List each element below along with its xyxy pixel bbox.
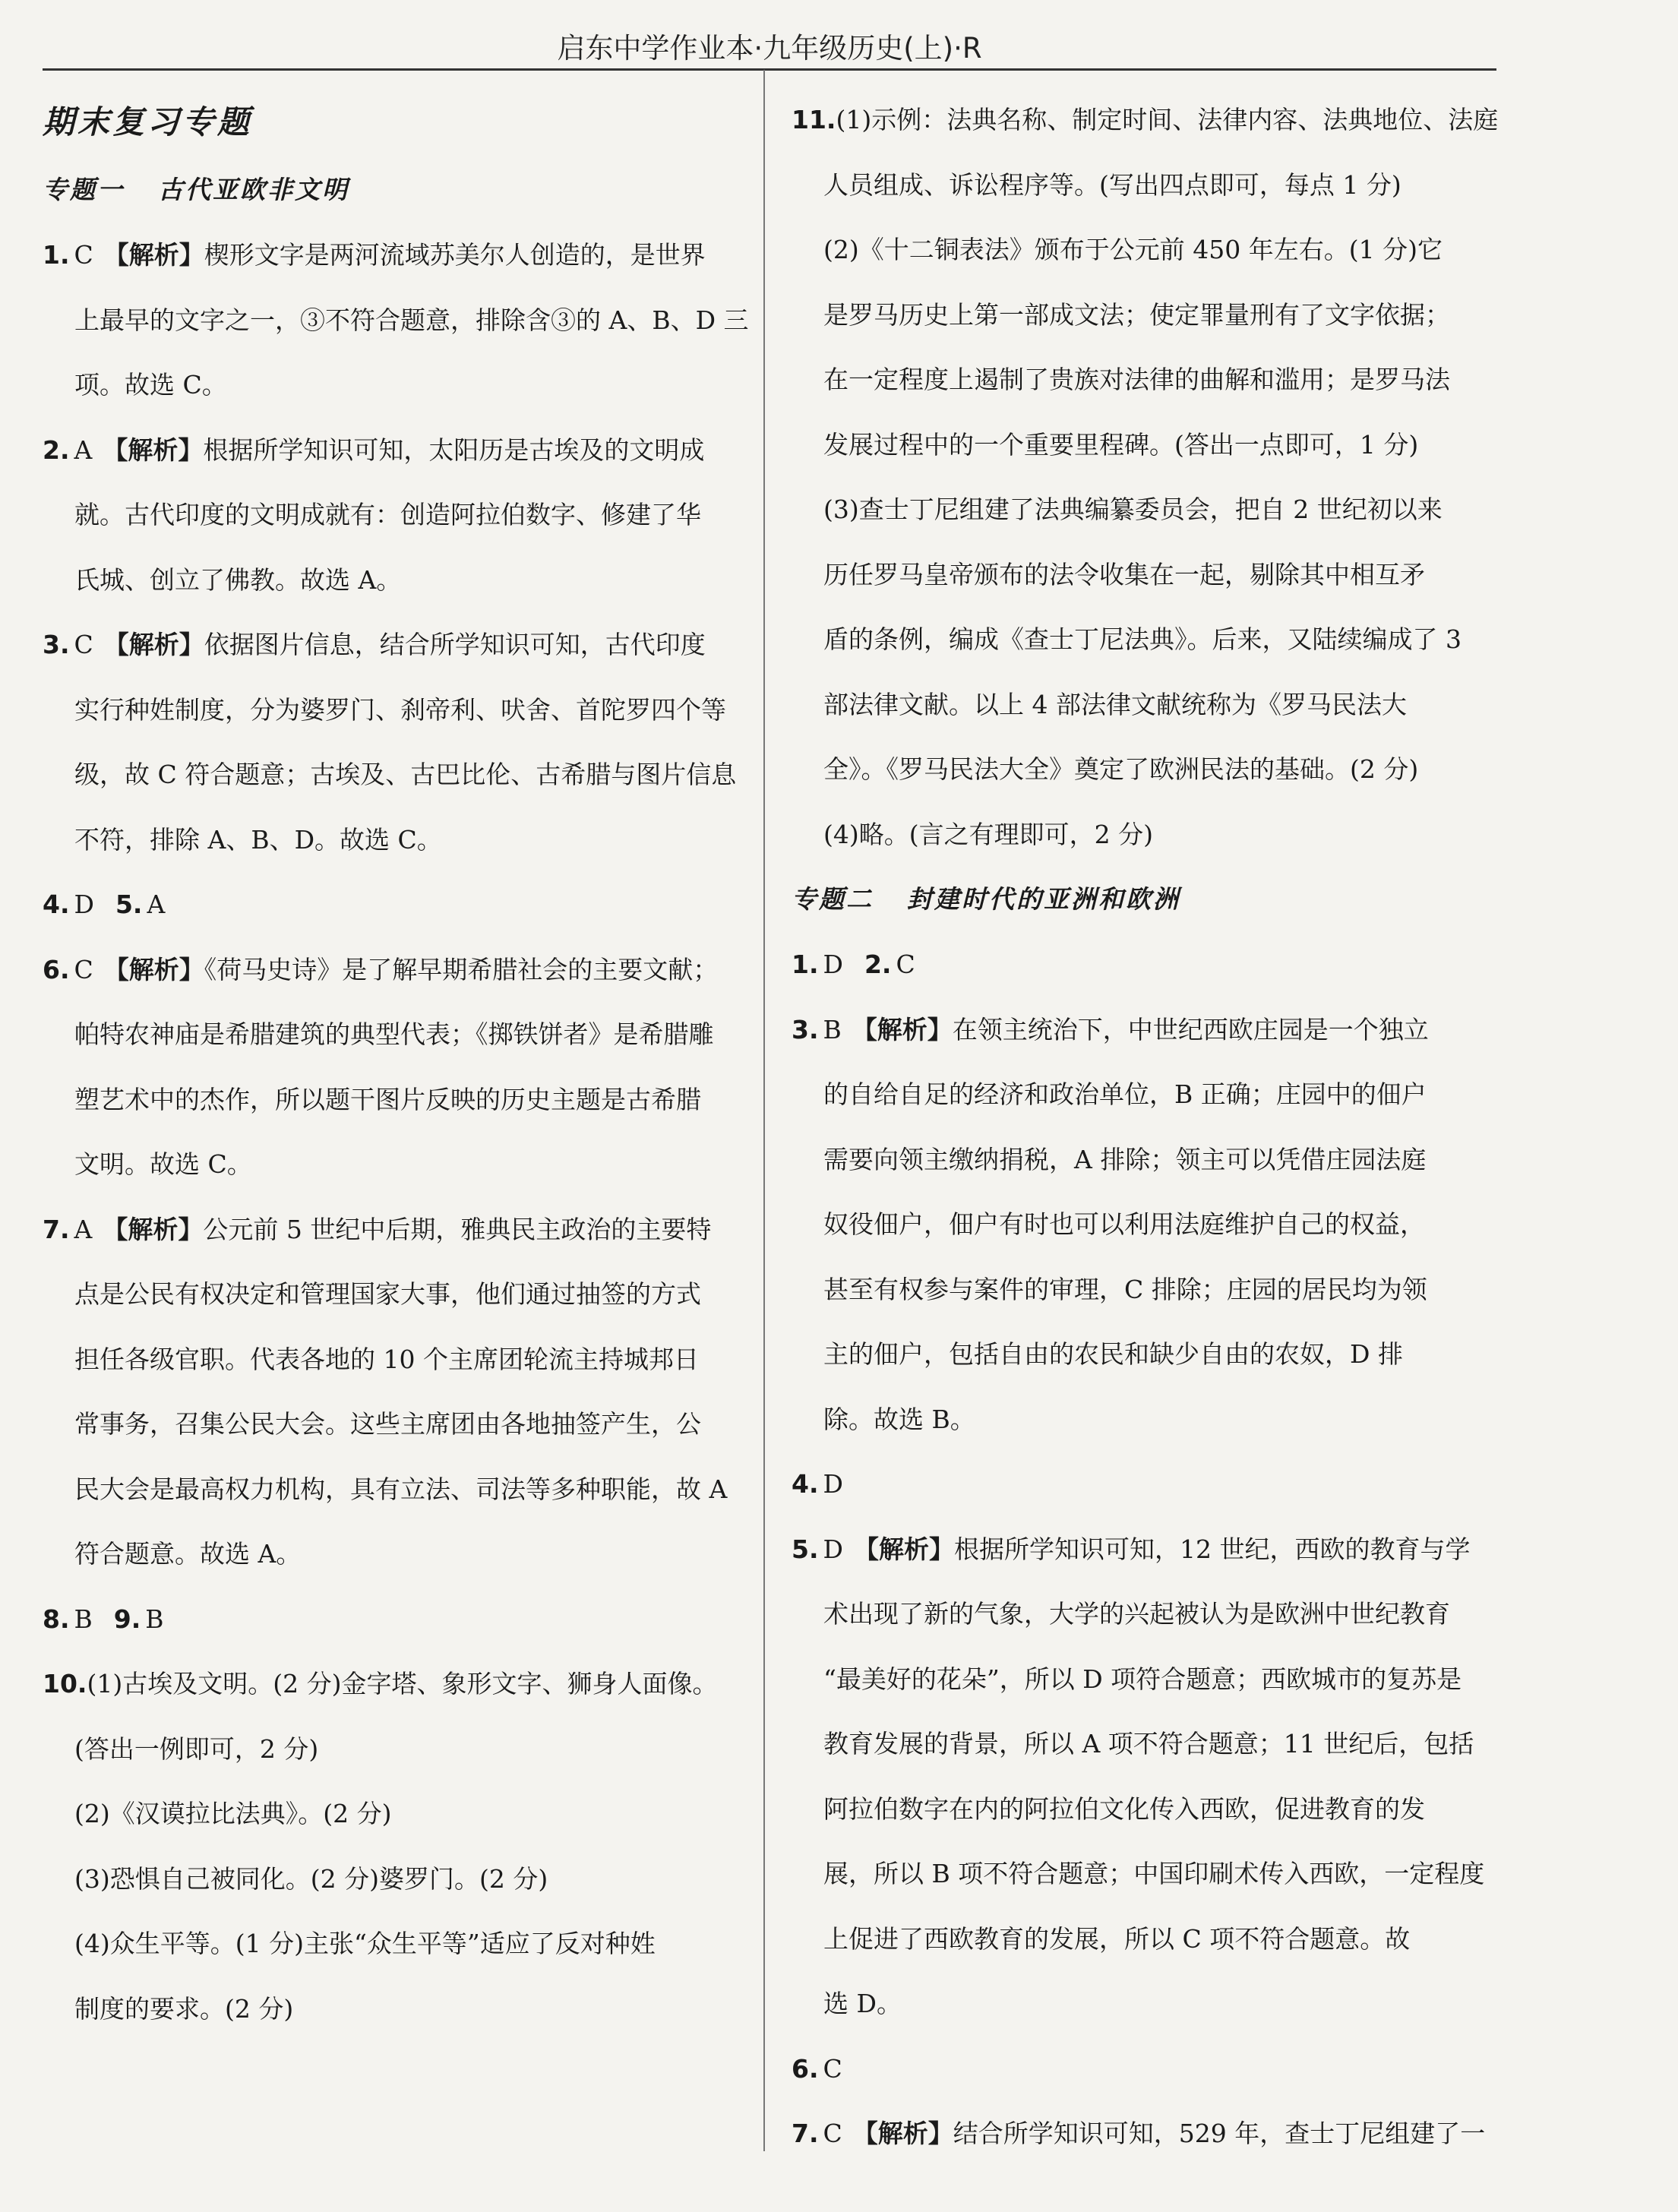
analysis-text: 常事务，召集公民大会。这些主席团由各地抽签产生，公: [74, 1409, 701, 1439]
question-number: 6.: [43, 954, 70, 984]
question-7: [792, 2101, 1517, 2166]
question-10: [43, 1651, 749, 1717]
left-column: [43, 87, 749, 2041]
answer-choice: B: [74, 1604, 93, 1634]
question-number: 2.: [43, 434, 70, 465]
analysis-text: 上促进了西欧教育的发展，所以 C 项不符合题意。故: [823, 1923, 1411, 1954]
question-number: 1.: [792, 950, 819, 979]
question-7: [43, 1197, 749, 1262]
analysis-tag: 【解析】: [103, 630, 204, 659]
answer-text: 人员组成、诉讼程序等。(写出四点即可，每点 1 分): [823, 169, 1401, 200]
answer-text: (2)《汉谟拉比法典》。(2 分): [74, 1799, 392, 1828]
analysis-tag: 【解析】: [103, 240, 204, 270]
right-column: [792, 87, 1517, 2166]
answer-choice: D: [74, 890, 94, 919]
answer-text: (1)示例：法典名称、制定时间、法律内容、法典地位、法庭: [836, 105, 1499, 134]
page-header: 启东中学作业本·九年级历史(上)·R: [557, 32, 982, 65]
analysis-text: 《荷马史诗》是了解早期希腊社会的主要文献；: [204, 954, 719, 984]
answer-text: (答出一例即可，2 分): [74, 1733, 319, 1764]
column-divider: [763, 70, 765, 2151]
answer-text: 发展过程中的一个重要里程碑。(答出一点即可，1 分): [823, 429, 1419, 460]
analysis-tag: 【解析】: [853, 1534, 954, 1564]
question-number: 1.: [43, 240, 70, 270]
question-number: 11.: [792, 105, 836, 134]
answer-choice: C: [74, 240, 93, 270]
question-number: 7.: [792, 2119, 819, 2148]
analysis-text: 展，所以 B 项不符合题意；中国印刷术传入西欧，一定程度: [823, 1859, 1485, 1888]
analysis-text: 奴役佃户，佃户有时也可以利用法庭维护自己的权益，: [823, 1209, 1425, 1239]
answer-choice: A: [147, 890, 166, 919]
analysis-text: 塑艺术中的杰作，所以题干图片反映的历史主题是古希腊: [74, 1084, 701, 1114]
answer-choice: C: [74, 954, 93, 984]
analysis-text: 项。故选 C。: [74, 370, 227, 400]
question-number: 4.: [792, 1469, 819, 1499]
question-number: 5.: [115, 890, 143, 919]
answer-choice: D: [823, 1469, 843, 1499]
answer-text: (4)众生平等。(1 分)主张“众生平等”适应了反对种姓: [74, 1929, 656, 1958]
answer-text: (3)恐惧自己被同化。(2 分)婆罗门。(2 分): [74, 1863, 548, 1894]
analysis-tag: 【解析】: [103, 434, 204, 465]
answer-choice: B: [145, 1604, 164, 1634]
question-number: 4.: [43, 890, 70, 919]
question-4-5: [43, 872, 749, 937]
question-number: 2.: [864, 950, 892, 979]
analysis-text: 不符，排除 A、B、D。故选 C。: [74, 824, 442, 855]
analysis-text: 就。古代印度的文明成就有：创造阿拉伯数字、修建了华: [74, 500, 701, 529]
section-title: 期末复习专题: [43, 103, 253, 141]
question-2: [43, 418, 749, 483]
topic-2-label: 专题二: [792, 884, 874, 914]
analysis-tag: 【解析】: [852, 2119, 953, 2148]
analysis-text: 结合所学知识可知，529 年，查士丁尼组建了一: [953, 2119, 1486, 2148]
question-number: 7.: [43, 1214, 70, 1244]
analysis-text: 依据图片信息，结合所学知识可知，古代印度: [204, 630, 706, 659]
question-3: [792, 997, 1517, 1063]
question-4: [792, 1452, 1517, 1517]
question-11: [792, 87, 1517, 153]
analysis-text: 文明。故选 C。: [74, 1149, 252, 1179]
analysis-text: 民大会是最高权力机构，具有立法、司法等多种职能，故 A: [74, 1474, 728, 1504]
analysis-text: 楔形文字是两河流域苏美尔人创造的，是世界: [204, 240, 706, 270]
analysis-text: 根据所学知识可知，12 世纪，西欧的教育与学: [953, 1534, 1471, 1564]
question-number: 10.: [43, 1669, 87, 1698]
answer-choice: B: [823, 1014, 842, 1044]
question-1-2: [792, 932, 1517, 997]
answer-choice: C: [823, 2053, 842, 2084]
question-1: [43, 223, 749, 288]
answer-text: 部法律文献。以上 4 部法律文献统称为《罗马民法大: [823, 689, 1407, 719]
question-5: [792, 1517, 1517, 1582]
answer-text: 全》。《罗马民法大全》奠定了欧洲民法的基础。(2 分): [823, 754, 1419, 784]
analysis-text: 帕特农神庙是希腊建筑的典型代表；《掷铁饼者》是希腊雕: [74, 1019, 714, 1049]
analysis-text: 除。故选 B。: [823, 1404, 975, 1434]
question-number: 3.: [43, 630, 70, 659]
answer-choice: C: [896, 950, 915, 979]
answer-text: (2)《十二铜表法》颁布于公元前 450 年左右。(1 分)它: [823, 235, 1443, 264]
question-number: 6.: [792, 2053, 819, 2084]
analysis-text: 教育发展的背景，所以 A 项不符合题意；11 世纪后，包括: [823, 1729, 1474, 1759]
question-number: 8.: [43, 1604, 70, 1634]
analysis-text: “最美好的花朵”，所以 D 项符合题意；西欧城市的复苏是: [823, 1664, 1462, 1694]
question-number: 3.: [792, 1014, 819, 1044]
answer-text: 在一定程度上遏制了贵族对法律的曲解和滥用；是罗马法: [823, 365, 1450, 394]
answer-text: 是罗马历史上第一部成文法；使定罪量刑有了文字依据；: [823, 299, 1450, 330]
answer-choice: C: [74, 630, 93, 659]
answer-choice: D: [823, 950, 843, 979]
analysis-text: 选 D。: [823, 1989, 902, 2018]
analysis-text: 级，故 C 符合题意；古埃及、古巴比伦、古希腊与图片信息: [74, 760, 737, 789]
analysis-text: 符合题意。故选 A。: [74, 1539, 302, 1569]
question-6: [43, 937, 749, 1003]
analysis-text: 实行种姓制度，分为婆罗门、刹帝利、吠舍、首陀罗四个等: [74, 694, 726, 725]
answer-text: (4)略。(言之有理即可，2 分): [823, 819, 1153, 849]
analysis-text: 需要向领主缴纳捐税，A 排除；领主可以凭借庄园法庭: [823, 1144, 1427, 1174]
answer-text: 盾的条例，编成《查士丁尼法典》。后来，又陆续编成了 3: [823, 624, 1462, 654]
analysis-text: 点是公民有权决定和管理国家大事，他们通过抽签的方式: [74, 1279, 701, 1309]
topic-2-title: [792, 867, 1517, 932]
analysis-text: 主的佃户，包括自由的农民和缺少自由的农奴，D 排: [823, 1339, 1403, 1369]
analysis-text: 的自给自足的经济和政治单位，B 正确；庄园中的佃户: [823, 1079, 1427, 1109]
analysis-text: 担任各级官职。代表各地的 10 个主席团轮流主持城邦日: [74, 1344, 699, 1374]
answer-text: 历任罗马皇帝颁布的法令收集在一起，剔除其中相互矛: [823, 559, 1425, 589]
question-6: [792, 2037, 1517, 2102]
analysis-text: 氏城、创立了佛教。故选 A。: [74, 564, 402, 595]
topic-1-name: 古代亚欧非文明: [158, 175, 349, 204]
analysis-tag: 【解析】: [103, 1214, 204, 1244]
analysis-text: 公元前 5 世纪中后期，雅典民主政治的主要特: [203, 1214, 712, 1244]
answer-text: (1)古埃及文明。(2 分)金字塔、象形文字、狮身人面像。: [87, 1669, 718, 1698]
topic-1-title: [43, 157, 749, 223]
analysis-text: 阿拉伯数字在内的阿拉伯文化传入西欧，促进教育的发: [823, 1793, 1425, 1824]
analysis-text: 甚至有权参与案件的审理，C 排除；庄园的居民均为领: [823, 1274, 1427, 1304]
analysis-text: 在领主统治下，中世纪西欧庄园是一个独立: [952, 1014, 1429, 1044]
answer-choice: D: [823, 1534, 843, 1564]
topic-2-name: 封建时代的亚洲和欧洲: [907, 884, 1180, 914]
analysis-tag: 【解析】: [103, 954, 204, 984]
topic-1-label: 专题一: [43, 175, 125, 204]
analysis-text: 术出现了新的气象，大学的兴起被认为是欧洲中世纪教育: [823, 1599, 1450, 1629]
header-rule: [43, 68, 1496, 71]
analysis-text: 上最早的文字之一，③不符合题意，排除含③的 A、B、D 三: [74, 305, 749, 335]
analysis-tag: 【解析】: [852, 1014, 953, 1044]
question-8-9: [43, 1587, 749, 1652]
answer-text: 制度的要求。(2 分): [74, 1993, 294, 2024]
question-3: [43, 612, 749, 678]
question-number: 9.: [113, 1604, 141, 1634]
answer-choice: C: [823, 2119, 842, 2148]
answer-choice: A: [74, 434, 93, 465]
answer-text: (3)查士丁尼组建了法典编纂委员会，把自 2 世纪初以来: [823, 495, 1443, 524]
question-number: 5.: [792, 1534, 819, 1564]
answer-choice: A: [74, 1214, 93, 1244]
analysis-text: 根据所学知识可知，太阳历是古埃及的文明成: [203, 434, 705, 465]
